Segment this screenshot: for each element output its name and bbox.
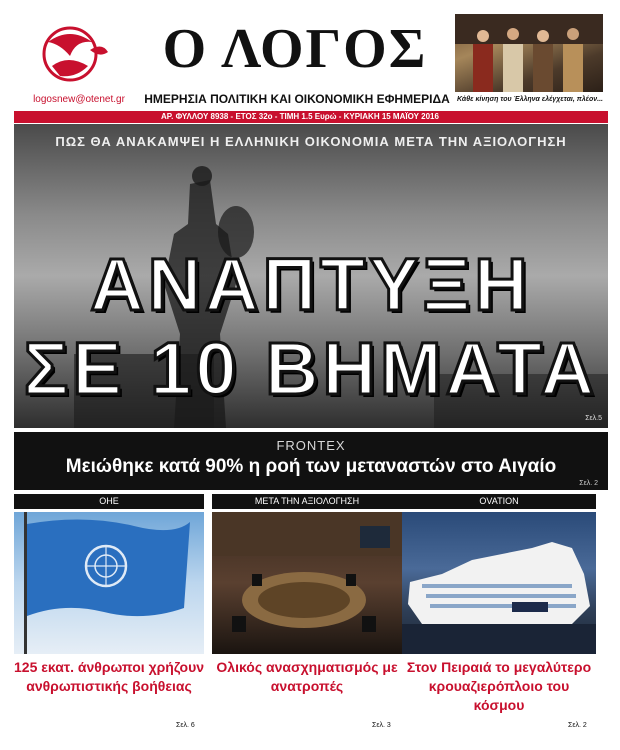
hero-headline-line1: ΑΝΑΠΤΥΞΗ bbox=[90, 243, 532, 326]
newspaper-subtitle: ΗΜΕΡΗΣΙΑ ΠΟΛΙΤΙΚΗ ΚΑΙ ΟΙΚΟΝΟΜΙΚΗ ΕΦΗΜΕΡΙΔΑ bbox=[144, 92, 450, 106]
newspaper-logo bbox=[30, 22, 116, 88]
cruise-headline: Στον Πειραιά το μεγαλύτερο κρουαζιερόπλοιο του κόσμου bbox=[406, 659, 592, 713]
hero-kicker: ΠΩΣ ΘΑ ΑΝΑΚΑΜΨΕΙ Η ΕΛΛΗΝΙΚΗ ΟΙΚΟΝΟΜΙΑ ΜΕΤΑ ΤΗΝ ΑΞΙΟΛΟΓΗΣΗ bbox=[55, 134, 567, 149]
cabinet-room-photo bbox=[212, 512, 402, 654]
hero-section bbox=[14, 124, 608, 428]
frontex-kicker: FRONTEX bbox=[276, 438, 346, 453]
frontex-page-ref: Σελ. 2 bbox=[579, 480, 598, 487]
hero-headline-line2: ΣΕ 10 ΒΗΜΑΤΑ bbox=[23, 327, 599, 410]
photo-caption: Κάθε κίνηση του Έλληνα ελέγχεται, πλέον... bbox=[457, 96, 603, 103]
cruise-page-ref: Σελ. 2 bbox=[568, 722, 587, 729]
reshuffle-headline: Ολικός ανασχηματισμός με ανατροπές bbox=[216, 659, 398, 694]
newspaper-title: Ο ΛΟΓΟΣ bbox=[162, 18, 428, 80]
section-label-review: ΜΕΤΑ ΤΗΝ ΑΞΙΟΛΟΓΗΣΗ bbox=[212, 494, 402, 509]
un-page-ref: Σελ. 6 bbox=[176, 722, 195, 729]
un-headline: 125 εκατ. άνθρωποι χρήζουν ανθρωπιστικής βοήθειας bbox=[14, 659, 205, 694]
cruise-ship-photo bbox=[402, 512, 596, 654]
un-flag-photo bbox=[14, 512, 204, 654]
hero-page-ref: Σελ.5 bbox=[585, 415, 602, 422]
top-right-photo bbox=[455, 14, 603, 92]
section-label-ovation: OVATION bbox=[402, 494, 596, 509]
frontex-band bbox=[14, 432, 608, 490]
frontex-headline: Μειώθηκε κατά 90% η ροή των μεταναστών στο Αιγαίο bbox=[65, 456, 557, 477]
contact-email: logosnew@otenet.gr bbox=[33, 94, 125, 105]
issue-info: ΑΡ. ΦΥΛΛΟΥ 8938 - ΕΤΟΣ 32ο - ΤΙΜΗ 1.5 Ευρώ - ΚΥΡΙΑΚΗ 15 ΜΑΪΟΥ 2016 bbox=[161, 112, 439, 121]
reshuffle-page-ref: Σελ. 3 bbox=[372, 722, 391, 729]
section-label-un: ΟΗΕ bbox=[14, 494, 204, 509]
